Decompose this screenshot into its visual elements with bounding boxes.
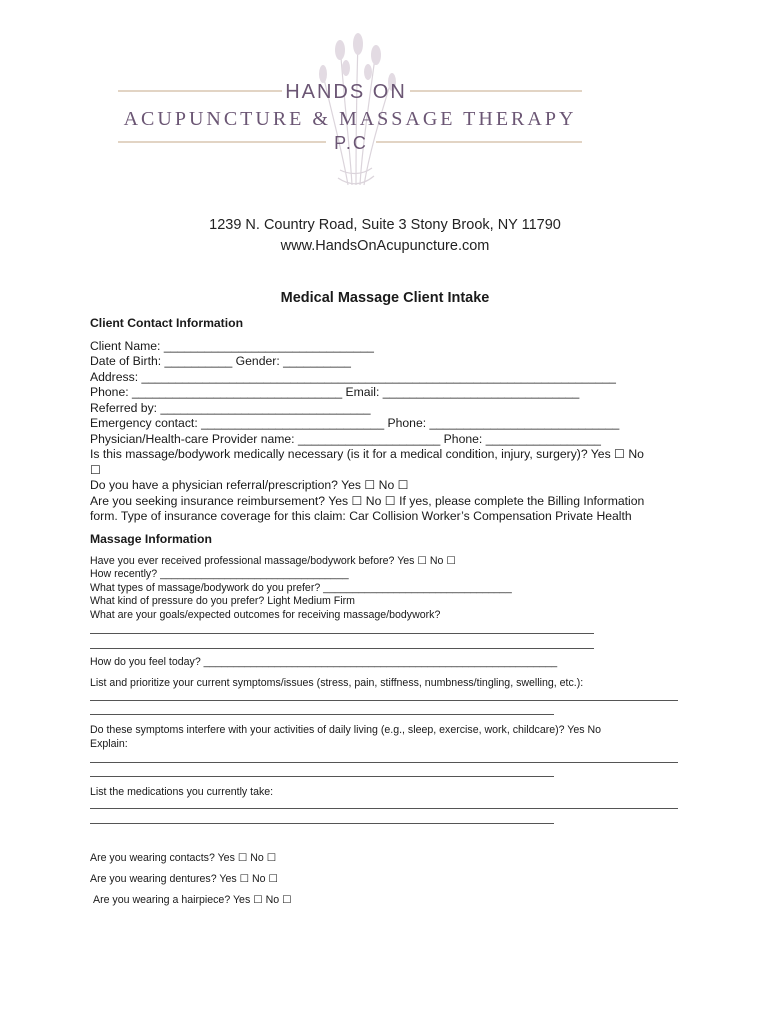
logo-top-text: HANDS ON xyxy=(285,81,407,103)
referral-question[interactable]: Do you have a physician referral/prescription? Yes ☐ No ☐ xyxy=(90,478,409,492)
client-name-field[interactable]: Client Name: _______________________________ xyxy=(90,339,374,353)
medications-answer-line-1[interactable] xyxy=(90,808,678,809)
medications-question: List the medications you currently take: xyxy=(90,786,274,798)
received-before-question[interactable]: Have you ever received professional massage/bodywork before? Yes ☐ No ☐ xyxy=(90,555,456,567)
explain-answer-line-1[interactable] xyxy=(90,762,678,763)
contacts-question[interactable]: Are you wearing contacts? Yes ☐ No ☐ xyxy=(90,852,277,864)
interfere-question[interactable]: Do these symptoms interfere with your activities of daily living (e.g., sleep, exercise, work, childcare)? Yes No xyxy=(90,724,602,736)
hairpiece-question[interactable]: Are you wearing a hairpiece? Yes ☐ No ☐ xyxy=(93,894,292,906)
massage-heading: Massage Information xyxy=(90,532,212,546)
logo-bottom-text: P.C xyxy=(334,133,368,153)
massage-types-field[interactable]: What types of massage/bodywork do you prefer? ________________________________ xyxy=(90,582,512,594)
dob-gender-field[interactable]: Date of Birth: __________ Gender: __________ xyxy=(90,354,351,368)
physician-field[interactable]: Physician/Health-care Provider name: _____________________ Phone: _________________ xyxy=(90,432,601,446)
symptoms-answer-line-2[interactable] xyxy=(90,714,554,715)
insurance-question[interactable]: Are you seeking insurance reimbursement? Yes ☐ No ☐ If yes, please complete the Billing Information xyxy=(90,494,645,508)
goals-answer-line-2[interactable] xyxy=(90,648,594,649)
medically-necessary-no-checkbox[interactable]: ☐ xyxy=(90,463,101,477)
insurance-type-line[interactable]: form. Type of insurance coverage for this claim: Car Collision Worker’s Compensation Private Health xyxy=(90,509,632,523)
contact-heading: Client Contact Information xyxy=(90,316,244,330)
goals-question: What are your goals/expected outcomes for receiving massage/bodywork? xyxy=(90,609,441,621)
explain-answer-line-2[interactable] xyxy=(90,776,554,777)
address-field[interactable]: Address: ______________________________________________________________________ xyxy=(90,370,616,384)
dentures-question[interactable]: Are you wearing dentures? Yes ☐ No ☐ xyxy=(90,873,279,885)
explain-label: Explain: xyxy=(90,738,128,750)
form-title: Medical Massage Client Intake xyxy=(280,290,490,306)
pressure-question[interactable]: What kind of pressure do you prefer? Light Medium Firm xyxy=(90,595,355,607)
lavender-bundle-icon xyxy=(0,0,770,200)
phone-email-field[interactable]: Phone: _______________________________ Email: _____________________________ xyxy=(90,385,580,399)
logo xyxy=(0,0,770,200)
medications-answer-line-2[interactable] xyxy=(90,823,554,824)
address-block xyxy=(0,215,770,257)
street-address: 1239 N. Country Road, Suite 3 Stony Brook, NY 11790 xyxy=(209,217,561,233)
medically-necessary-question[interactable]: Is this massage/bodywork medically necessary (is it for a medical condition, injury, surgery)? Yes ☐ No xyxy=(90,447,644,461)
symptoms-answer-line-1[interactable] xyxy=(90,700,678,701)
symptoms-question: List and prioritize your current symptoms/issues (stress, pain, stiffness, numbness/tingling, swelling, etc.): xyxy=(90,677,584,689)
logo-middle-text: ACUPUNCTURE & MASSAGE THERAPY xyxy=(123,108,577,130)
emergency-contact-field[interactable]: Emergency contact: ___________________________ Phone: ____________________________ xyxy=(90,416,620,430)
feel-today-field[interactable]: How do you feel today? ____________________________________________________________ xyxy=(90,656,558,668)
website-link[interactable]: www.HandsOnAcupuncture.com xyxy=(280,238,490,254)
how-recently-field[interactable]: How recently? ________________________________ xyxy=(90,568,349,580)
referred-by-field[interactable]: Referred by: _______________________________ xyxy=(90,401,371,415)
goals-answer-line-1[interactable] xyxy=(90,633,594,634)
